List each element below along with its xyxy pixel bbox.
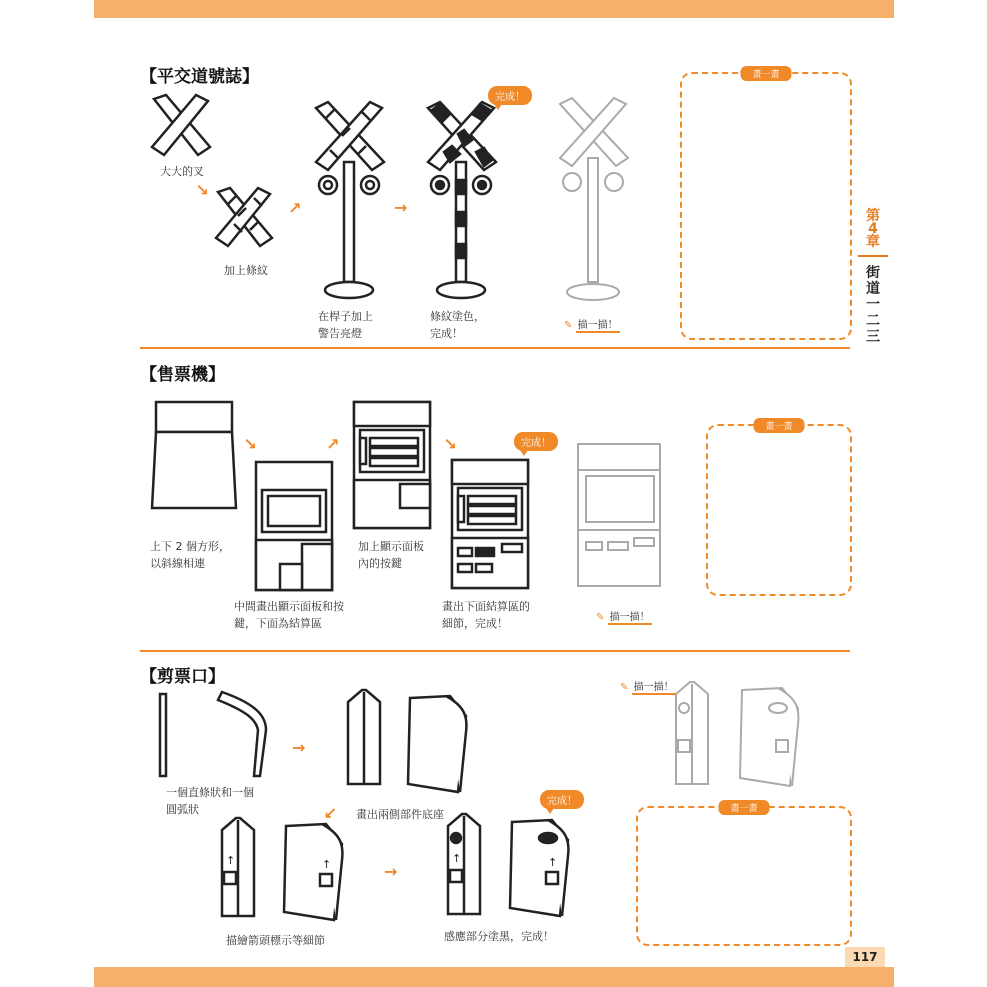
drawing-practice-area[interactable] bbox=[636, 806, 852, 946]
ticket-machine-trace bbox=[574, 442, 666, 590]
section-title-railroad-sign: 【平交道號誌】 bbox=[140, 67, 259, 87]
ticket-machine-step2 bbox=[252, 460, 338, 590]
ticket-gate-step3 bbox=[214, 816, 350, 926]
step-arrow: → bbox=[439, 432, 463, 455]
note-add-stripes: 加上條紋 bbox=[224, 264, 268, 277]
trace-label bbox=[564, 316, 620, 331]
bottom-color-bar bbox=[94, 967, 894, 987]
ticket-machine-step3 bbox=[350, 400, 436, 530]
step-arrow: → bbox=[319, 802, 343, 825]
step-arrow: → bbox=[292, 738, 306, 757]
crossing-x-striped bbox=[212, 188, 276, 248]
chapter-title: 街道一二三 bbox=[866, 265, 880, 345]
note-checkout-details: 畫出下面結算區的 細節，完成！ bbox=[442, 600, 530, 630]
practice-tag: 畫一畫 bbox=[718, 800, 769, 815]
step-arrow: → bbox=[321, 432, 345, 455]
step-arrow: → bbox=[283, 196, 307, 219]
done-bubble: 完成！ bbox=[514, 432, 558, 451]
trace-label bbox=[596, 608, 652, 623]
page-number: 117 bbox=[845, 947, 885, 967]
note-add-lights: 在桿子加上 警告亮燈 bbox=[318, 310, 373, 340]
top-color-bar bbox=[94, 0, 894, 18]
chapter-divider bbox=[858, 255, 888, 257]
note-add-panel-keys: 加上顯示面板 內的按鍵 bbox=[358, 540, 424, 570]
ticket-machine-complete bbox=[448, 458, 534, 590]
done-bubble: 完成！ bbox=[488, 86, 532, 105]
pencil-icon: ✎ bbox=[620, 682, 629, 693]
section-divider bbox=[140, 650, 850, 652]
crossing-sign-colored bbox=[424, 102, 500, 302]
note-two-rectangles: 上下 2 個方形， 以斜線相連 bbox=[150, 540, 230, 570]
step-arrow: → bbox=[394, 198, 408, 217]
crossing-sign-with-lights bbox=[312, 102, 388, 302]
pencil-icon: ✎ bbox=[596, 612, 605, 623]
crossing-sign-trace bbox=[556, 98, 632, 304]
svg-text:↑: ↑ bbox=[548, 856, 558, 869]
note-arrow-details: 描繪箭頭標示等細節 bbox=[226, 934, 325, 947]
drawing-practice-area[interactable] bbox=[706, 424, 852, 596]
practice-tag: 畫一畫 bbox=[740, 66, 791, 81]
drawing-practice-area[interactable] bbox=[680, 72, 852, 340]
crossing-x-outline bbox=[148, 95, 214, 157]
svg-text:↑: ↑ bbox=[226, 854, 236, 867]
trace-text: 描一描！ bbox=[577, 320, 618, 331]
note-bar-and-arc: 一個直條狀和一個 圓弧狀 bbox=[166, 786, 254, 816]
note-panel-buttons: 中間畫出顯示面板和按 鍵，下面為結算區 bbox=[234, 600, 344, 630]
note-color-stripes: 條紋塗色， 完成！ bbox=[430, 310, 485, 340]
note-side-bases: 畫出兩側部件底座 bbox=[356, 808, 444, 821]
note-big-x: 大大的叉 bbox=[160, 165, 204, 178]
step-arrow: → bbox=[191, 178, 215, 201]
ticket-machine-step1 bbox=[152, 400, 238, 512]
section-title-ticket-gate: 【剪票口】 bbox=[140, 667, 225, 687]
note-fill-sensor: 感應部分塗黑，完成！ bbox=[444, 930, 554, 943]
ticket-gate-trace bbox=[668, 680, 808, 792]
svg-text:↑: ↑ bbox=[452, 852, 462, 865]
step-arrow: → bbox=[239, 432, 263, 455]
chapter-tab bbox=[862, 210, 884, 345]
ticket-gate-step2 bbox=[340, 688, 470, 794]
ticket-gate-step1 bbox=[156, 690, 272, 782]
practice-tag: 畫一畫 bbox=[753, 418, 804, 433]
pencil-icon: ✎ bbox=[564, 320, 573, 331]
trace-text: 描一描！ bbox=[633, 682, 674, 693]
trace-text: 描一描！ bbox=[609, 612, 650, 623]
section-title-ticket-machine: 【售票機】 bbox=[140, 365, 225, 385]
section-divider bbox=[140, 347, 850, 349]
svg-text:↑: ↑ bbox=[322, 858, 332, 871]
ticket-gate-complete bbox=[440, 812, 576, 924]
done-bubble: 完成！ bbox=[540, 790, 584, 809]
step-arrow: → bbox=[384, 862, 398, 881]
chapter-number: 第4章 bbox=[866, 208, 880, 250]
